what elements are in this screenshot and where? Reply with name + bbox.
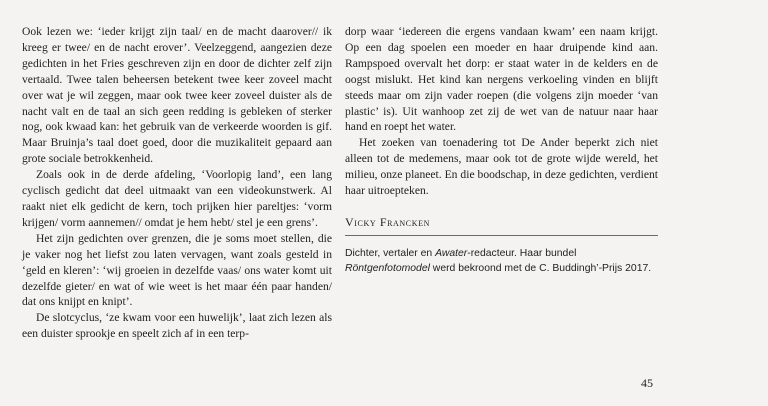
bio-text: -redacteur. Haar bundel <box>467 247 577 259</box>
bio-text: werd bekroond met de C. Buddingh’-Prijs 2017. <box>429 262 652 274</box>
paragraph: De slotcyclus, ‘ze kwam voor een huwelijk’, laat zich lezen als een duister sprookje en speelt zich af in een terp- <box>22 311 332 341</box>
bio-italic-title: Röntgenfotomodel <box>345 262 430 274</box>
bio-text: Dichter, vertaler en <box>345 247 436 259</box>
bio-italic-title: Awater <box>435 247 468 259</box>
page-number: 45 <box>641 376 653 390</box>
paragraph: Het zijn gedichten over grenzen, die je soms moet stellen, die je vaker nog het liefst zou laten vervagen, want zoals gesteld in ‘geld en kleren’: ‘wij groeien in dezelfde vaas/ ons water komt uit dezelfde gieter/ en wat of wie weet is het maar één paar handen/ dat ons knijpt en knipt’. <box>22 231 332 309</box>
paragraph: Ook lezen we: ‘ieder krijgt zijn taal/ en de macht daarover// ik kreeg er twee/ en de nacht erover’. Veelzeggend, aangezien deze gedichten in het Fries geschreven zijn en door de dichter zelf zijn vertaald. Twee talen beheersen betekent twee keer zoveel macht over wat je wil zeggen, maar ook twee keer zoveel duister als de nacht valt en de taal an sich geen redding is gebleken of sterker nog, ook kwaad kan: het gebruik van de verkeerde woorden is gif. Maar Bruinja’s taal doet goed, door die muzikaliteit gepaard aan grote sociale betrokkenheid. <box>22 25 332 166</box>
left-column <box>22 24 332 342</box>
paragraph: dorp waar ‘iedereen die ergens vandaan kwam’ een naam krijgt. Op een dag spoelen een moeder en haar druipende kind aan. Rampspoed overvalt het dorp: er staat water in de kelders en de oogst mislukt. Het kind kan nergens verkoeling vinden en blijft steeds maar om zijn vader roepen (die volgens zijn moeder ‘van plastic’ is). Uit wanhoop zet zij de wet van de natuur naar haar hand en roept het water. <box>345 25 658 134</box>
author-byline: Vicky Francken <box>345 215 658 236</box>
paragraph: Zoals ook in de derde afdeling, ‘Voorlopig land’, een lang cyclisch gedicht dat deel uitmaakt van een videokunstwerk. Al raakt niet elk gedicht de kern, toch prijken hier pareltjes: ‘vorm krijgen/ vorm aannemen// omdat je hem hebt/ stel je een grens’. <box>22 168 332 229</box>
paragraph: Het zoeken van toenadering tot De Ander beperkt zich niet alleen tot de medemens, maar ook tot de grote wijde wereld, het milieu, onze planeet. En die boodschap, in deze gedichten, verdient haar uitroepteken. <box>345 136 658 198</box>
author-bio <box>345 246 658 276</box>
right-column <box>345 24 658 276</box>
